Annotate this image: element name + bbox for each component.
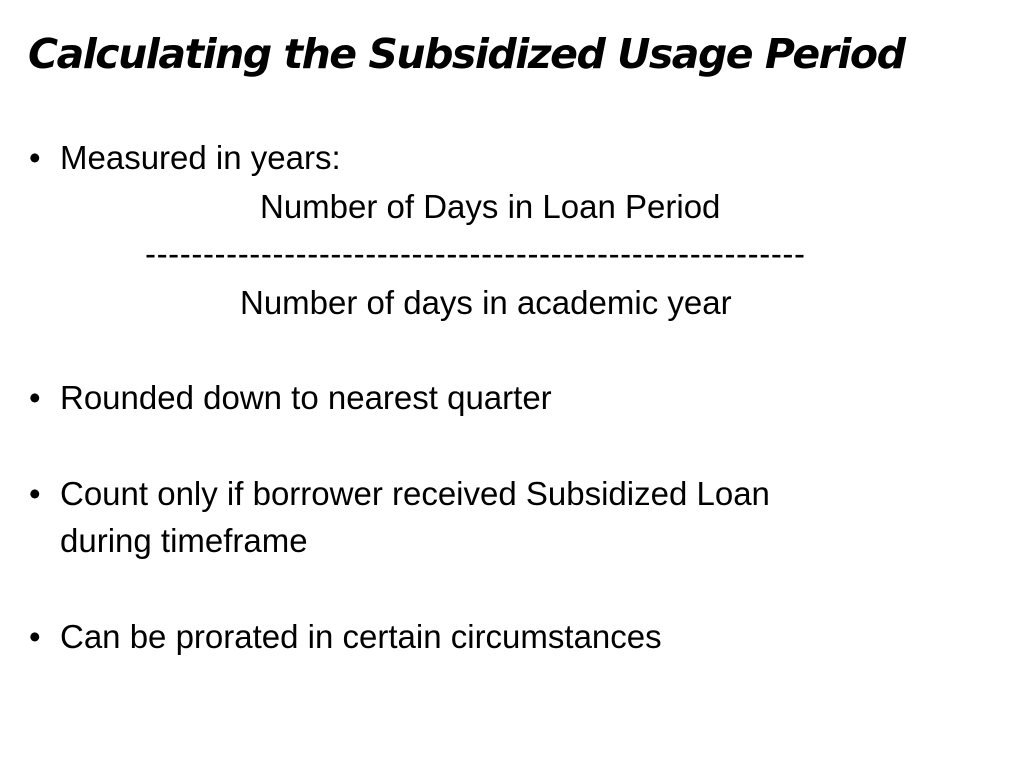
- bullet-text-line: Count only if borrower received Subsidized Loan: [60, 475, 770, 512]
- bullet-text-line: during timeframe: [60, 522, 308, 559]
- bullet-dot: •: [29, 379, 41, 416]
- bullet-dot: •: [29, 475, 41, 512]
- formula-divider: ---------------------------------------------------------: [145, 235, 806, 272]
- bullet-text: Can be prorated in certain circumstances: [60, 618, 662, 655]
- bullet-text: Measured in years:: [60, 139, 341, 176]
- bullet-dot: •: [29, 618, 41, 655]
- formula-numerator: Number of Days in Loan Period: [260, 188, 721, 225]
- formula-denominator: Number of days in academic year: [240, 284, 732, 321]
- bullet-dot: •: [29, 139, 41, 176]
- bullet-text: Rounded down to nearest quarter: [60, 379, 552, 416]
- slide-title: Calculating the Subsidized Usage Period: [28, 30, 905, 78]
